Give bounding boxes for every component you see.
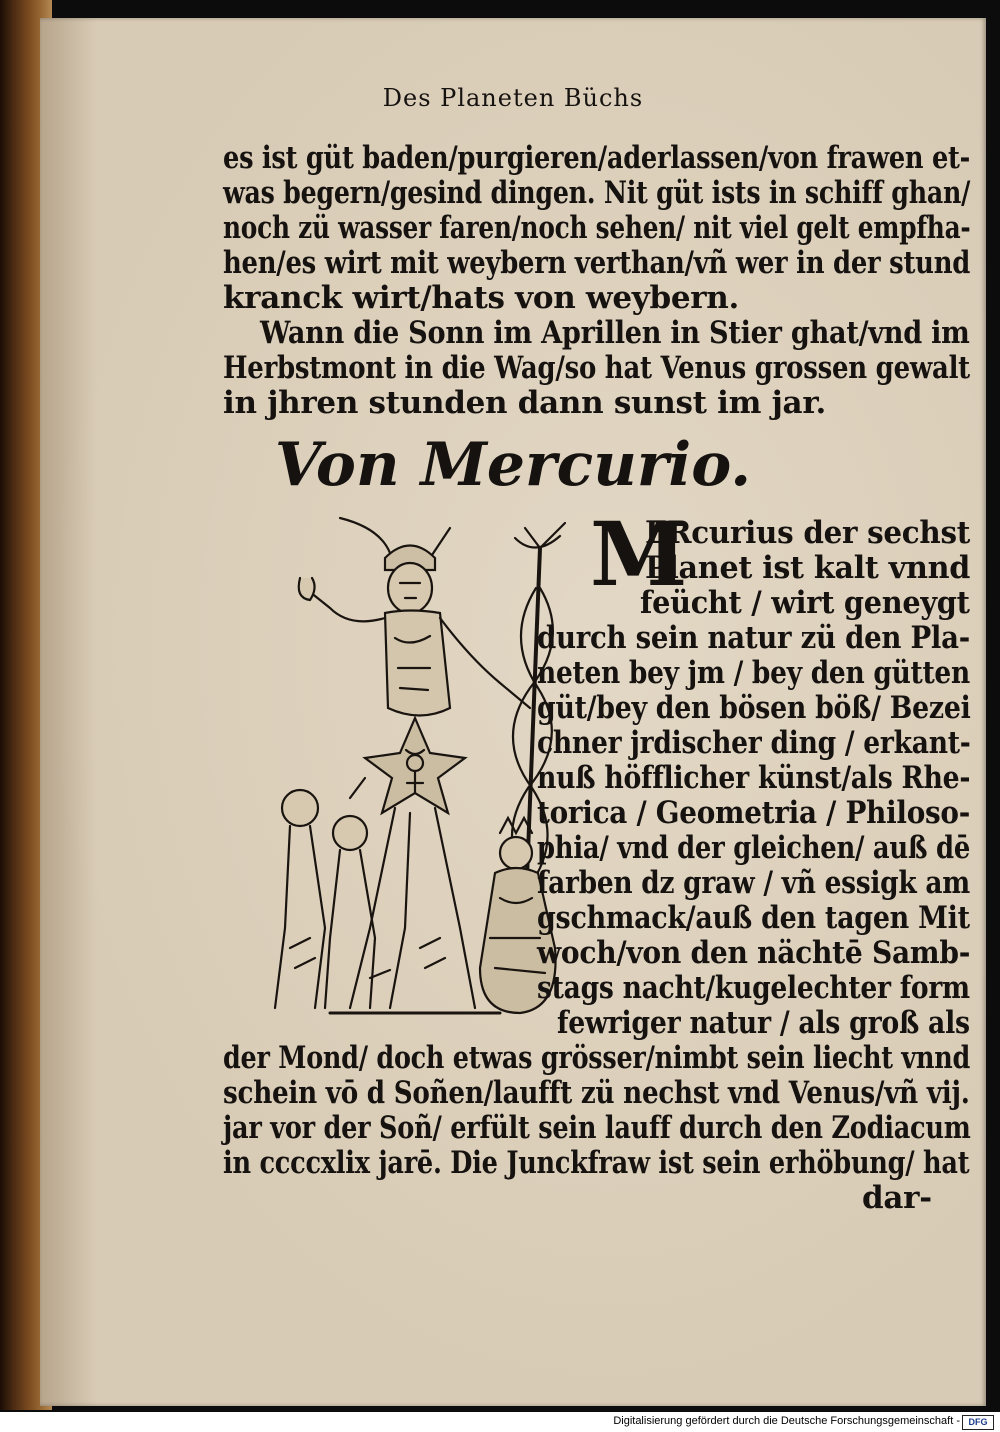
drop-cap: M xyxy=(590,502,688,606)
text-line: noch zü wasser faren/noch sehen/ nit viel gelt empfha- xyxy=(223,210,971,246)
text-line: Planet ist kalt vnnd xyxy=(645,550,971,586)
text-line: nuß höfflicher künst/als Rhe- xyxy=(537,760,971,796)
text-line: was begern/gesind dingen. Nit güt ists in schiff ghan/ xyxy=(223,175,971,211)
text-line: torica / Geometria / Philoso- xyxy=(537,795,970,831)
text-line: schein vō d Soñen/laufft zü nechst vnd Venus/vñ vij. xyxy=(223,1075,970,1111)
text-line: in ccccxlix jarē. Die Junckfraw ist sein erhöbung/ hat xyxy=(223,1145,970,1181)
text-line: durch sein natur zü den Pla- xyxy=(537,620,970,656)
text-line: woch/von den nächtē Samb- xyxy=(537,935,971,971)
text-line: ERcurius der sechst xyxy=(645,515,971,551)
running-head: Des Planeten Büchs xyxy=(382,84,644,112)
text-line: es ist güt baden/purgieren/aderlassen/von frawen et- xyxy=(223,140,971,176)
text-line: neten bey jm / bey den gütten xyxy=(537,655,970,691)
footer-bar xyxy=(0,1412,1000,1432)
text-line: jar vor der Soñ/ erfült sein lauff durch den Zodiacum xyxy=(223,1110,971,1146)
section-title: Von Mercurio. xyxy=(274,430,752,500)
text-line: hen/es wirt mit weybern verthan/vñ wer in der stund xyxy=(223,245,971,281)
text-line: farben dz graw / vñ essigk am xyxy=(537,865,970,901)
text-line: Wann die Sonn im Aprillen in Stier ghat/vnd im xyxy=(260,315,970,351)
text-line: kranck wirt/hats von weybern. xyxy=(223,280,740,316)
text-line: güt/bey den bösen böß/ Bezei xyxy=(537,690,971,726)
text-line: Herbstmont in die Wag/so hat Venus grossen gewalt xyxy=(223,350,970,386)
text-line: gschmack/auß den tagen Mit xyxy=(537,900,970,936)
catchword: dar- xyxy=(862,1180,932,1216)
text-line: fewriger natur / als groß als xyxy=(557,1005,970,1041)
text-line: phia/ vnd der gleichen/ auß dē xyxy=(537,830,971,866)
text-line: der Mond/ doch etwas grösser/nimbt sein liecht vnnd xyxy=(223,1040,971,1076)
book-page xyxy=(40,18,986,1406)
text-line: chner jrdischer ding / erkant- xyxy=(537,725,971,761)
text-line: feücht / wirt geneygt xyxy=(640,585,970,621)
dfg-logo: DFG xyxy=(962,1415,994,1430)
funding-notice: Digitalisierung gefördert durch die Deutsche Forschungsgemeinschaft - xyxy=(613,1415,960,1427)
text-line: stags nacht/kugelechter form xyxy=(537,970,970,1006)
text-line: in jhren stunden dann sunst im jar. xyxy=(223,385,827,421)
